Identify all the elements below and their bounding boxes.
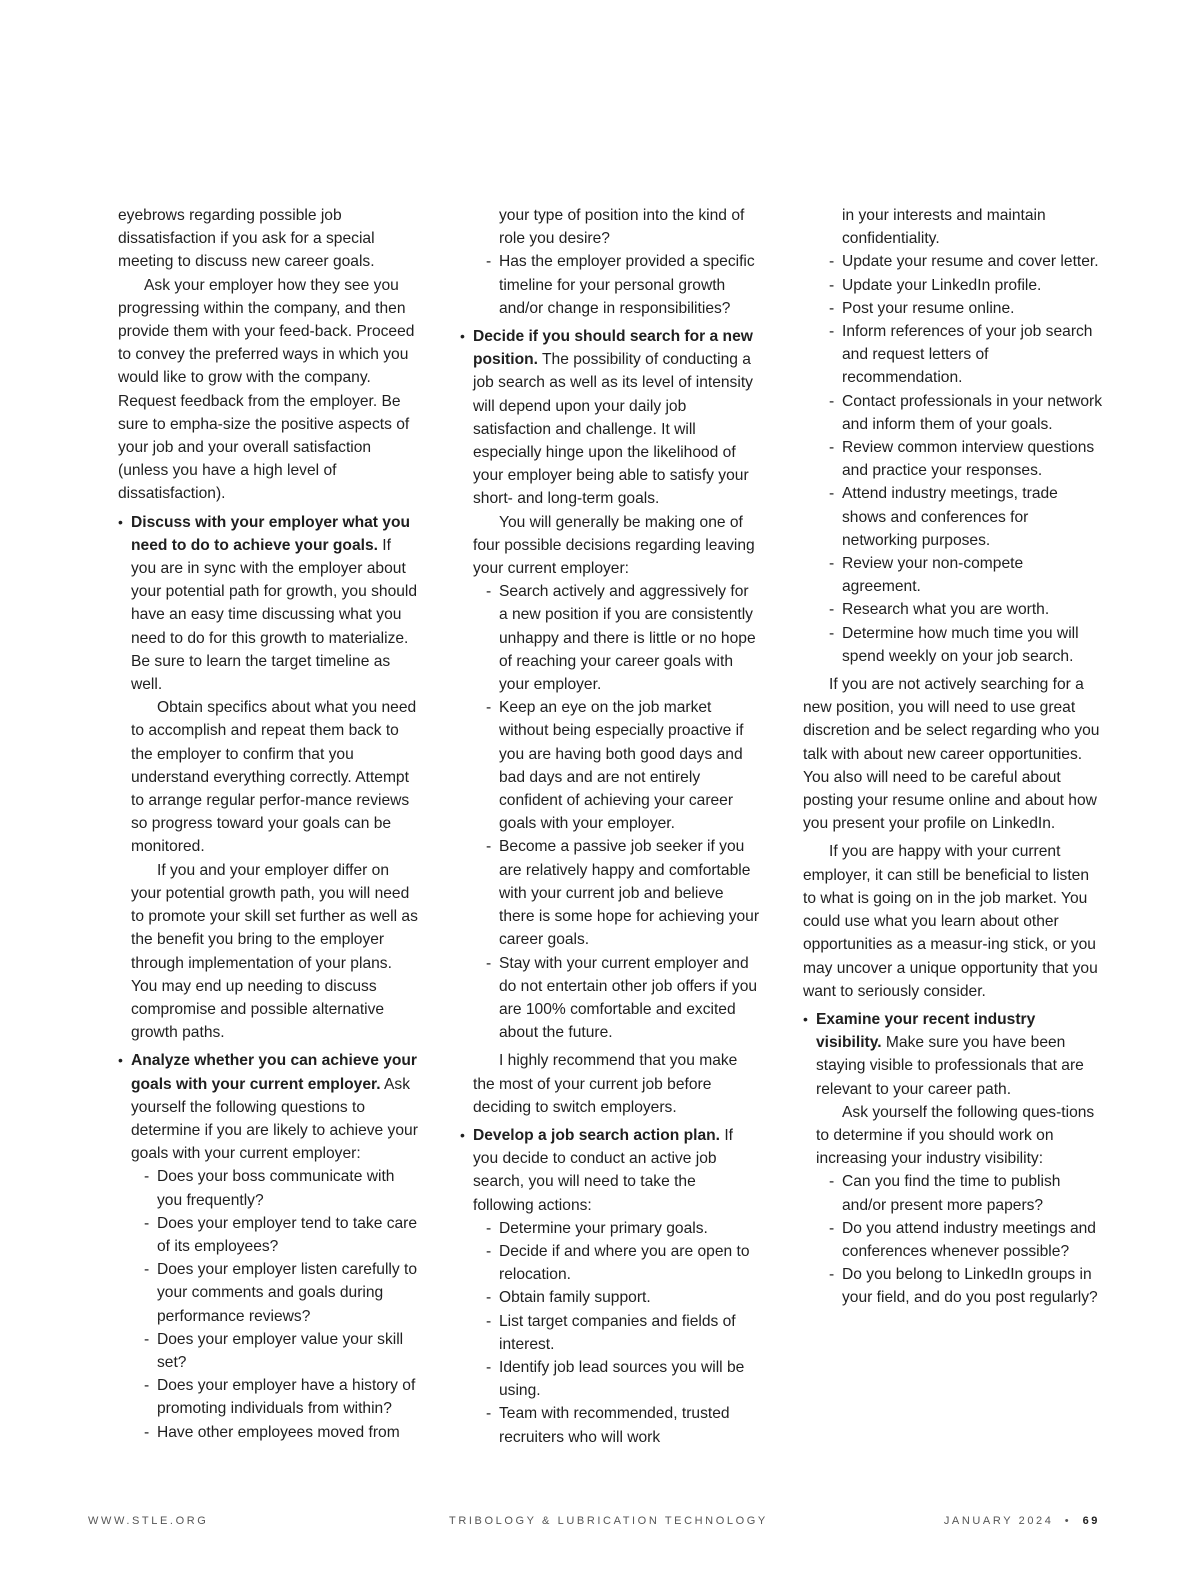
list-item: - Has the employer provided a specific timeline for your personal growth and/or change in responsibilities? xyxy=(486,253,755,317)
bullet-item xyxy=(460,325,760,580)
list-item: - Do you attend industry meetings and conferences whenever possible? xyxy=(829,1219,1096,1260)
bullet-text: If you decide to conduct an active job search, you will need to take the following actions: xyxy=(473,1126,733,1214)
paragraph: If you and your employer differ on your potential growth path, you will need to promote your skill set further as well as the benefit you bring to the employer through implementation of your plans. You may end up needing to discuss compromise and possible alternative growth paths. xyxy=(131,861,418,1042)
bullet-text: If you are in sync with the employer about your potential path for growth, you should have an easy time discussing what you need to do for this growth to materialize. Be sure to learn the target timeline as well. xyxy=(131,536,418,694)
bullet-heading: Decide if you should search for a new position. xyxy=(473,328,753,369)
list-item: - Team with recommended, trusted recruiters who will work xyxy=(486,1405,730,1446)
dash-list xyxy=(460,580,760,1044)
bullet-icon: • xyxy=(460,1126,465,1143)
list-item: - Can you find the time to publish and/or present more papers? xyxy=(829,1173,1061,1214)
list-item: - Review your non-compete agreement. xyxy=(829,555,1024,596)
list-item: in your interests and maintain confidentiality. xyxy=(842,207,1046,248)
bullet-icon: • xyxy=(118,1052,123,1069)
bullet-item xyxy=(118,1049,418,1165)
list-item: - Identify job lead sources you will be using. xyxy=(486,1358,745,1400)
list-item: - Update your LinkedIn profile. xyxy=(829,276,1042,294)
footer-website: WWW.STLE.ORG xyxy=(88,1515,209,1527)
bullet-item xyxy=(803,1008,1103,1170)
list-item: - Update your resume and cover letter. xyxy=(829,253,1099,271)
list-item: - Research what you are worth. xyxy=(829,601,1050,619)
bullet-item xyxy=(460,1124,760,1217)
paragraph: I highly recommend that you make the most of your current job before deciding to switch employers. xyxy=(473,1052,738,1116)
list-item: - Keep an eye on the job market without being especially proactive if you are having both good days and bad days and are not entirely confident of achieving your career goals with your employer. xyxy=(486,699,744,833)
bullet-heading: Discuss with your employer what you need to do to achieve your goals. xyxy=(131,513,411,554)
paragraph: If you are happy with your current employer, it can still be beneficial to listen to what is going on in the job market. You could use what you learn about other opportunities as a measur-ing stick, or you may uncover a unique opportunity that you want to seriously consider. xyxy=(803,843,1098,1000)
footer-issue xyxy=(944,1515,1100,1527)
list-item: - Does your boss communicate with you frequently? xyxy=(144,1168,395,1209)
list-item: - Does your employer value your skill set? xyxy=(144,1330,404,1371)
list-item: - Attend industry meetings, trade shows and conferences for networking purposes. xyxy=(829,485,1058,549)
dash-list xyxy=(460,1217,760,1449)
bullet-item xyxy=(118,511,418,1045)
bullet-heading: Examine your recent industry visibility. xyxy=(816,1010,1036,1052)
list-item: - Contact professionals in your network and inform them of your goals. xyxy=(829,392,1103,433)
paragraph: eyebrows regarding possible job dissatisfaction if you ask for a special meeting to discuss new career goals. xyxy=(118,207,375,271)
list-item: - List target companies and fields of interest. xyxy=(486,1312,736,1353)
list-item: - Review common interview questions and practice your responses. xyxy=(829,439,1095,480)
bullet-icon: • xyxy=(118,513,123,530)
list-item: - Search actively and aggressively for a new position if you are consistently unhappy and there is little or no hope of reaching your career goals with your employer. xyxy=(486,583,756,694)
list-item: - Become a passive job seeker if you are relatively happy and comfortable with your current job and believe there is some hope for achieving your career goals. xyxy=(486,838,760,949)
list-item: - Does your employer tend to take care of its employees? xyxy=(144,1214,418,1255)
footer-separator: • xyxy=(1064,1515,1072,1527)
bullet-text: The possibility of conducting a job search as well as its level of intensity will depend upon your daily job satisfaction and challenge. It will especially hinge upon the likelihood of your employer being able to satisfy your short- and long-term goals. xyxy=(473,351,753,508)
list-item: - Do you belong to LinkedIn groups in your field, and do you post regularly? xyxy=(829,1266,1098,1307)
footer-publication: TRIBOLOGY & LUBRICATION TECHNOLOGY xyxy=(449,1515,768,1527)
footer-date: JANUARY 2024 xyxy=(943,1515,1054,1527)
list-item: your type of position into the kind of role you desire? xyxy=(499,207,745,248)
list-item: - Have other employees moved from xyxy=(144,1423,400,1441)
list-item: - Does your employer listen carefully to your comments and goals during performance reviews? xyxy=(144,1261,418,1325)
bullet-text: Make sure you have been staying visible to professionals that are relevant to your career path. xyxy=(816,1034,1084,1098)
page-number: 69 xyxy=(1082,1515,1100,1527)
column-2 xyxy=(460,204,760,1449)
page-footer xyxy=(88,1512,1100,1532)
paragraph: Ask your employer how they see you progressing within the company, and then provide them with your feed-back. Proceed to convey the preferred ways in which you would like to grow with the company. Request feedback from the employer. Be sure to empha-size the positive aspects of your job and your overall satisfaction (unless you have a high level of dissatisfaction). xyxy=(118,276,415,503)
column-1 xyxy=(118,204,418,1444)
bullet-icon: • xyxy=(460,328,465,345)
dash-list xyxy=(118,1165,418,1443)
bullet-heading: Develop a job search action plan. xyxy=(473,1126,720,1144)
list-item: - Stay with your current employer and do not entertain other job offers if you are 100% comfortable and excited about the future. xyxy=(486,954,758,1042)
bullet-heading: Analyze whether you can achieve your goals with your current employer. xyxy=(131,1052,417,1093)
dash-list xyxy=(803,1170,1103,1309)
list-item: - Inform references of your job search and request letters of recommendation. xyxy=(829,323,1093,387)
dash-list xyxy=(803,204,1103,668)
dash-list xyxy=(460,204,760,320)
paragraph: Obtain specifics about what you need to accomplish and repeat them back to the employer to confirm that you understand everything correctly. Attempt to arrange regular perfor-mance reviews so progress toward your goals can be monitored. xyxy=(131,699,417,856)
paragraph: Ask yourself the following ques-tions to determine if you should work on increasing your industry visibility: xyxy=(816,1103,1095,1168)
list-item: - Determine how much time you will spend weekly on your job search. xyxy=(829,624,1079,665)
bullet-icon: • xyxy=(803,1010,808,1027)
list-item: - Obtain family support. xyxy=(486,1289,651,1307)
list-item: - Does your employer have a history of promoting individuals from within? xyxy=(144,1377,416,1418)
paragraph: If you are not actively searching for a new position, you will need to use great discretion and be select regarding who you talk with about new career opportunities. You also will need to be careful about posting your resume online and about how you present your profile on LinkedIn. xyxy=(803,676,1100,833)
paragraph: You will generally be making one of four possible decisions regarding leaving your current employer: xyxy=(473,513,755,578)
list-item: - Post your resume online. xyxy=(829,299,1015,317)
column-3 xyxy=(803,204,1103,1310)
list-item: - Decide if and where you are open to relocation. xyxy=(486,1242,750,1284)
bullet-text: Ask yourself the following questions to determine if you are likely to achieve your goals with your current employer: xyxy=(131,1075,418,1163)
list-item: - Determine your primary goals. xyxy=(486,1219,708,1237)
